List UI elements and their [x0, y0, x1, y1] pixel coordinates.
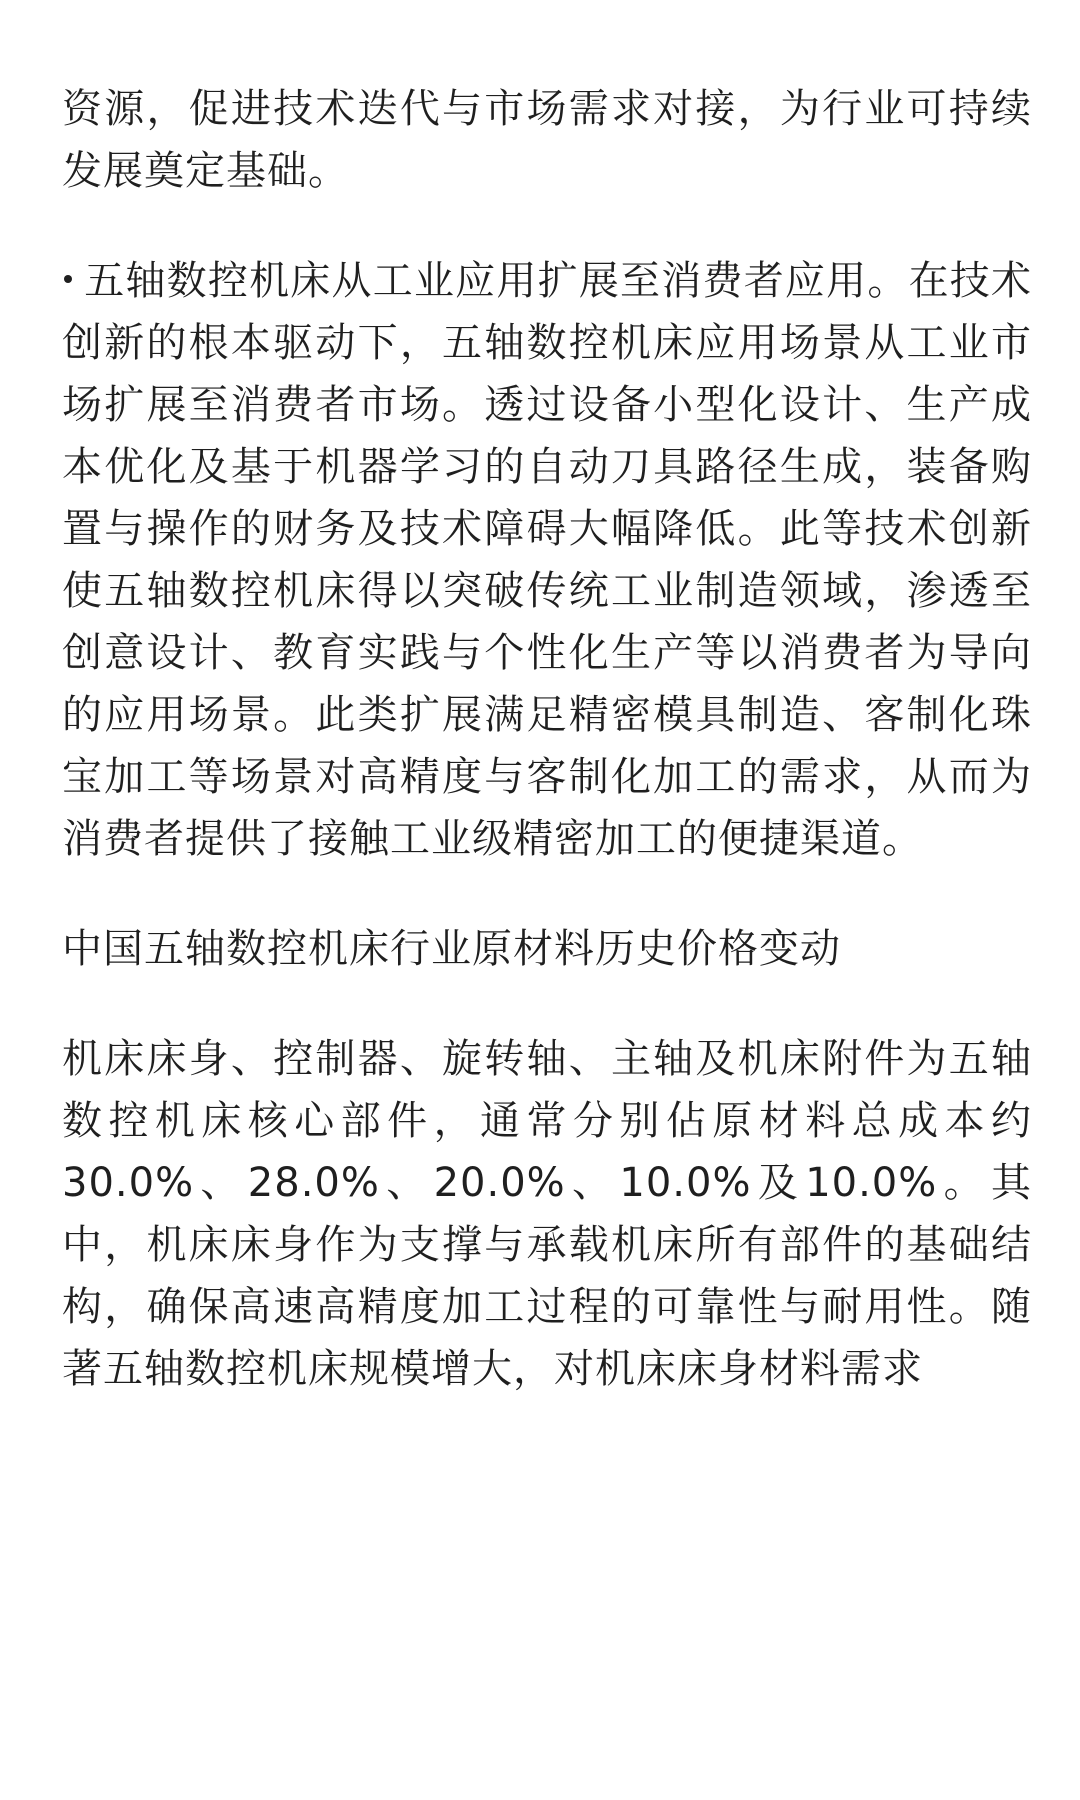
bullet-paragraph: [62, 250, 1032, 870]
article-body: [62, 78, 1032, 1400]
section-heading: 中国五轴数控机床行业原材料历史价格变动: [62, 926, 841, 972]
cost-paragraph: 机床床身、控制器、旋转轴、主轴及机床附件为五轴数控机床核心部件，通常分别佔原材料总成本约30.0%、28.0%、20.0%、10.0%及10.0%。其中，机床床身作为支撑与承载机床所有部件的基础结构，确保高速高精度加工过程的可靠性与耐用性。随著五轴数控机床规模增大，对机床床身材料需求: [62, 1036, 1032, 1392]
bullet-paragraph-text: 五轴数控机床从工业应用扩展至消费者应用。在技术创新的根本驱动下，五轴数控机床应用场景从工业市场扩展至消费者市场。透过设备小型化设计、生产成本优化及基于机器学习的自动刀具路径生成，装备购置与操作的财务及技术障碍大幅降低。此等技术创新使五轴数控机床得以突破传统工业制造领域，渗透至创意设计、教育实践与个性化生产等以消费者为导向的应用场景。此类扩展满足精密模具制造、客制化珠宝加工等场景对高精度与客制化加工的需求，从而为消费者提供了接触工业级精密加工的便捷渠道。: [62, 258, 1032, 862]
intro-paragraph: 资源，促进技术迭代与市场需求对接，为行业可持续发展奠定基础。: [62, 86, 1032, 194]
bullet-icon: [64, 275, 72, 283]
